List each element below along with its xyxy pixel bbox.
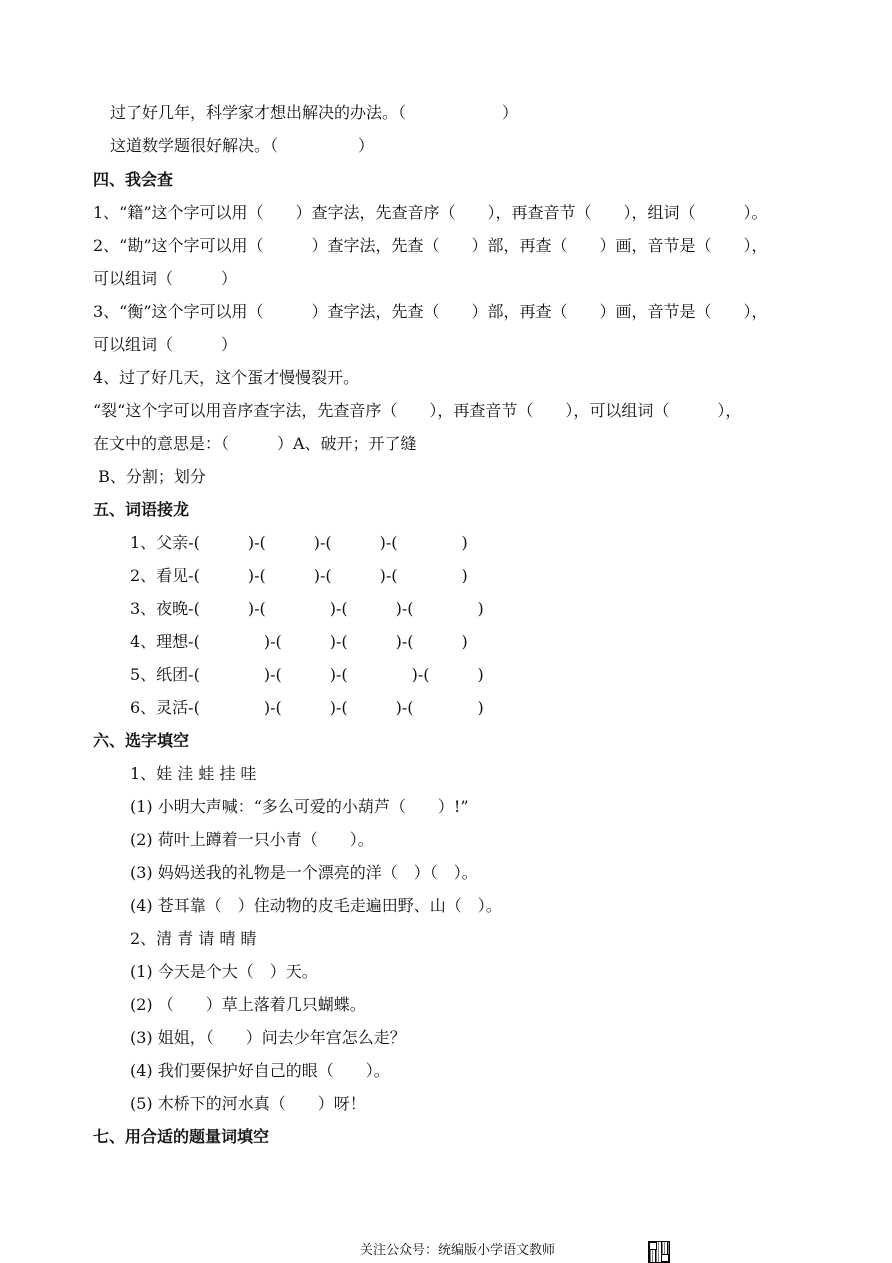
section-heading: 七、用合适的题量词填空 [93, 1127, 270, 1146]
question-line: 这道数学题很好解决。（ ） [110, 136, 375, 155]
question-line: (3) 妈妈送我的礼物是一个漂亮的洋（ ）（ ）。 [130, 863, 478, 882]
question-line: (3) 姐姐，（ ）问去少年宫怎么走？ [130, 1028, 406, 1047]
question-line: 6、灵活-( )-( )-( )-( ) [130, 698, 484, 717]
question-line: (1) 小明大声喊：“多么可爱的小葫芦（ ）!” [130, 797, 469, 816]
question-line: 1、娃 洼 蛙 挂 哇 [130, 764, 257, 783]
question-line: (2) （ ）草上落着几只蝴蝶。 [130, 995, 366, 1014]
question-line: 可以组词（ ） [93, 269, 238, 288]
section-heading: 五、词语接龙 [93, 500, 190, 519]
question-line: 2、清 青 请 晴 睛 [130, 929, 257, 948]
footer-text: 关注公众号：统编版小学语文教师 [360, 1243, 556, 1258]
question-line: (2) 荷叶上蹲着一只小青（ ）。 [130, 830, 374, 849]
question-line: (1) 今天是个大（ ）天。 [130, 962, 318, 981]
section-heading: 四、我会查 [93, 170, 174, 189]
question-line: 4、过了好几天，这个蛋才慢慢裂开。 [93, 368, 360, 387]
question-line: 5、纸团-( )-( )-( )-( ) [130, 665, 484, 684]
question-line: “裂“这个字可以用音序查字法，先查音序（ ），再查音节（ ），可以组词（ ）， [93, 401, 742, 420]
question-line: 过了好几年，科学家才想出解决的办法。（ ） [110, 103, 519, 122]
question-line: 4、理想-( )-( )-( )-( ) [130, 632, 468, 651]
question-line: 1、父亲-( )-( )-( )-( ) [130, 533, 468, 552]
question-line: 3、“衡”这个字可以用（ ）查字法，先查（ ）部，再查（ ）画，音节是（ ）， [93, 302, 768, 321]
qr-code-icon [648, 1241, 670, 1263]
question-line: 3、夜晚-( )-( )-( )-( ) [130, 599, 484, 618]
question-line: B、分割；划分 [93, 467, 206, 486]
section-heading: 六、选字填空 [93, 731, 190, 750]
question-line: 在文中的意思是：（ ）A、破开；开了缝 [93, 434, 417, 453]
question-line: 可以组词（ ） [93, 335, 238, 354]
question-line: 1、“籍”这个字可以用（ ）查字法，先查音序（ ），再查音节（ ），组词（ ）。 [93, 203, 768, 222]
question-line: (4) 我们要保护好自己的眼（ ）。 [130, 1061, 390, 1080]
question-line: 2、“勘”这个字可以用（ ）查字法，先查（ ）部，再查（ ）画，音节是（ ）， [93, 236, 768, 255]
question-line: 2、看见-( )-( )-( )-( ) [130, 566, 468, 585]
question-line: (4) 苍耳靠（ ）住动物的皮毛走遍田野、山（ ）。 [130, 896, 502, 915]
question-line: (5) 木桥下的河水真（ ）呀！ [130, 1094, 366, 1113]
